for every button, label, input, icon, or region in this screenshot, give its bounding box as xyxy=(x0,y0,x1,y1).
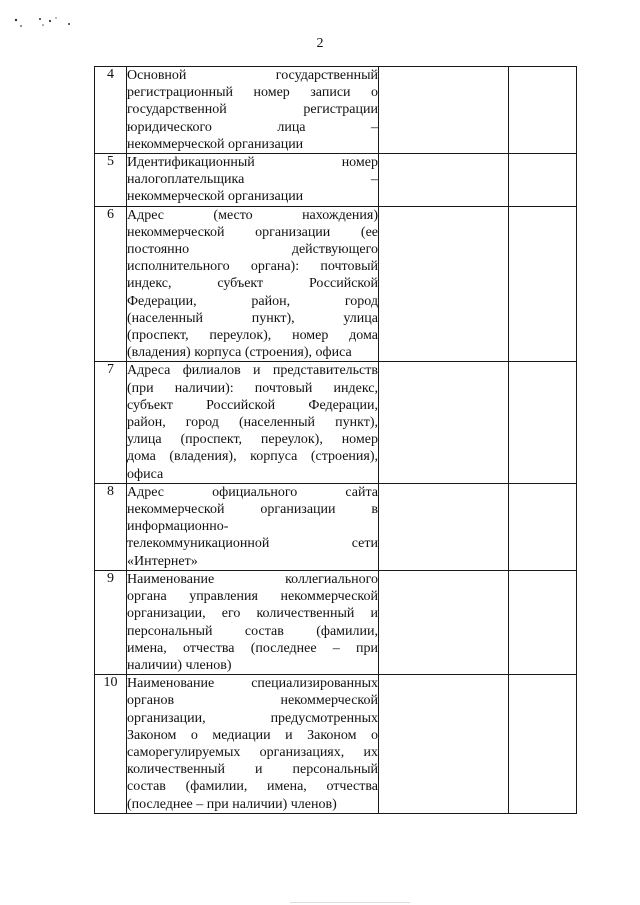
note-cell xyxy=(509,362,577,483)
description-line: налогоплательщика – xyxy=(127,172,378,188)
scan-edge-mark xyxy=(290,902,410,903)
description-line: органа управления некоммерческой xyxy=(127,589,378,605)
value-cell xyxy=(379,206,509,362)
row-number: 6 xyxy=(95,206,127,362)
value-cell xyxy=(379,362,509,483)
description-line: (последнее – при наличии) членов) xyxy=(127,796,337,812)
description-line: исполнительного органа): почтовый xyxy=(127,259,378,275)
value-cell xyxy=(379,570,509,674)
description-line: постоянно действующего xyxy=(127,242,378,258)
value-cell xyxy=(379,67,509,154)
row-number: 9 xyxy=(95,570,127,674)
description-line: «Интернет» xyxy=(127,553,198,569)
description-line: (при наличии): почтовый индекс, xyxy=(127,380,378,396)
table-row xyxy=(95,483,577,570)
note-cell xyxy=(509,67,577,154)
description-line: Идентификационный номер xyxy=(127,155,378,171)
description-line: государственной регистрации xyxy=(127,102,378,118)
table-row xyxy=(95,206,577,362)
description-line: офиса xyxy=(127,466,164,482)
description-line: Адрес (место нахождения) xyxy=(127,207,378,223)
row-number: 8 xyxy=(95,483,127,570)
description-line: Основной государственный xyxy=(127,68,378,83)
description-line: Федерации, район, город xyxy=(127,293,378,309)
row-number: 10 xyxy=(95,675,127,814)
description-line: некоммерческой организации в xyxy=(127,502,378,518)
note-cell xyxy=(509,570,577,674)
description-line: некоммерческой организации (ее xyxy=(127,224,378,240)
description-line: район, город (населенный пункт), xyxy=(127,415,378,431)
description-line: организации, предусмотренных xyxy=(127,710,378,726)
description-line: регистрационный номер записи о xyxy=(127,85,378,101)
description-line: Наименование специализированных xyxy=(127,676,378,692)
description-line: саморегулируемых организациях, их xyxy=(127,744,378,760)
description-line: состав (фамилии, имена, отчества xyxy=(127,779,378,795)
description-line: органов некоммерческой xyxy=(127,693,378,709)
table-row xyxy=(95,570,577,674)
description-line: (населенный пункт), улица xyxy=(127,310,378,326)
description-line: информационно- xyxy=(127,519,229,535)
description-line: юридического лица – xyxy=(127,119,378,135)
row-description xyxy=(127,206,379,362)
description-line: Адрес официального сайта xyxy=(127,484,378,500)
table-row xyxy=(95,154,577,207)
value-cell xyxy=(379,154,509,207)
description-line: индекс, субъект Российской xyxy=(127,276,378,292)
note-cell xyxy=(509,675,577,814)
note-cell xyxy=(509,206,577,362)
description-line: персональный состав (фамилии, xyxy=(127,623,378,639)
row-number: 5 xyxy=(95,154,127,207)
table-row xyxy=(95,675,577,814)
row-description xyxy=(127,675,379,814)
row-description xyxy=(127,483,379,570)
table-row xyxy=(95,67,577,154)
description-line: улица (проспект, переулок), номер xyxy=(127,432,378,448)
page-number: 2 xyxy=(316,36,324,51)
description-line: наличии) членов) xyxy=(127,657,232,673)
description-line: Законом о медиации и Законом о xyxy=(127,727,378,743)
description-line: Наименование коллегиального xyxy=(127,571,378,587)
description-line: (владения) корпуса (строения), офиса xyxy=(127,345,352,361)
description-line: количественный и персональный xyxy=(127,762,378,778)
row-description xyxy=(127,67,379,154)
row-number: 4 xyxy=(95,67,127,154)
description-line: субъект Российской Федерации, xyxy=(127,397,378,413)
description-line: телекоммуникационной сети xyxy=(127,536,378,552)
row-number: 7 xyxy=(95,362,127,483)
note-cell xyxy=(509,483,577,570)
registry-table xyxy=(94,66,577,814)
row-description xyxy=(127,570,379,674)
description-line: имена, отчества (последнее – при xyxy=(127,640,378,656)
row-description xyxy=(127,362,379,483)
value-cell xyxy=(379,675,509,814)
description-line: некоммерческой организации xyxy=(127,136,304,152)
value-cell xyxy=(379,483,509,570)
registry-table-body xyxy=(95,67,577,814)
description-line: некоммерческой организации xyxy=(127,189,304,205)
description-line: дома (владения), корпуса (строения), xyxy=(127,449,378,465)
description-line: (проспект, переулок), номер дома xyxy=(127,328,378,344)
note-cell xyxy=(509,154,577,207)
row-description xyxy=(127,154,379,207)
description-line: Адреса филиалов и представительств xyxy=(127,363,378,379)
table-row xyxy=(95,362,577,483)
description-line: организации, его количественный и xyxy=(127,606,378,622)
